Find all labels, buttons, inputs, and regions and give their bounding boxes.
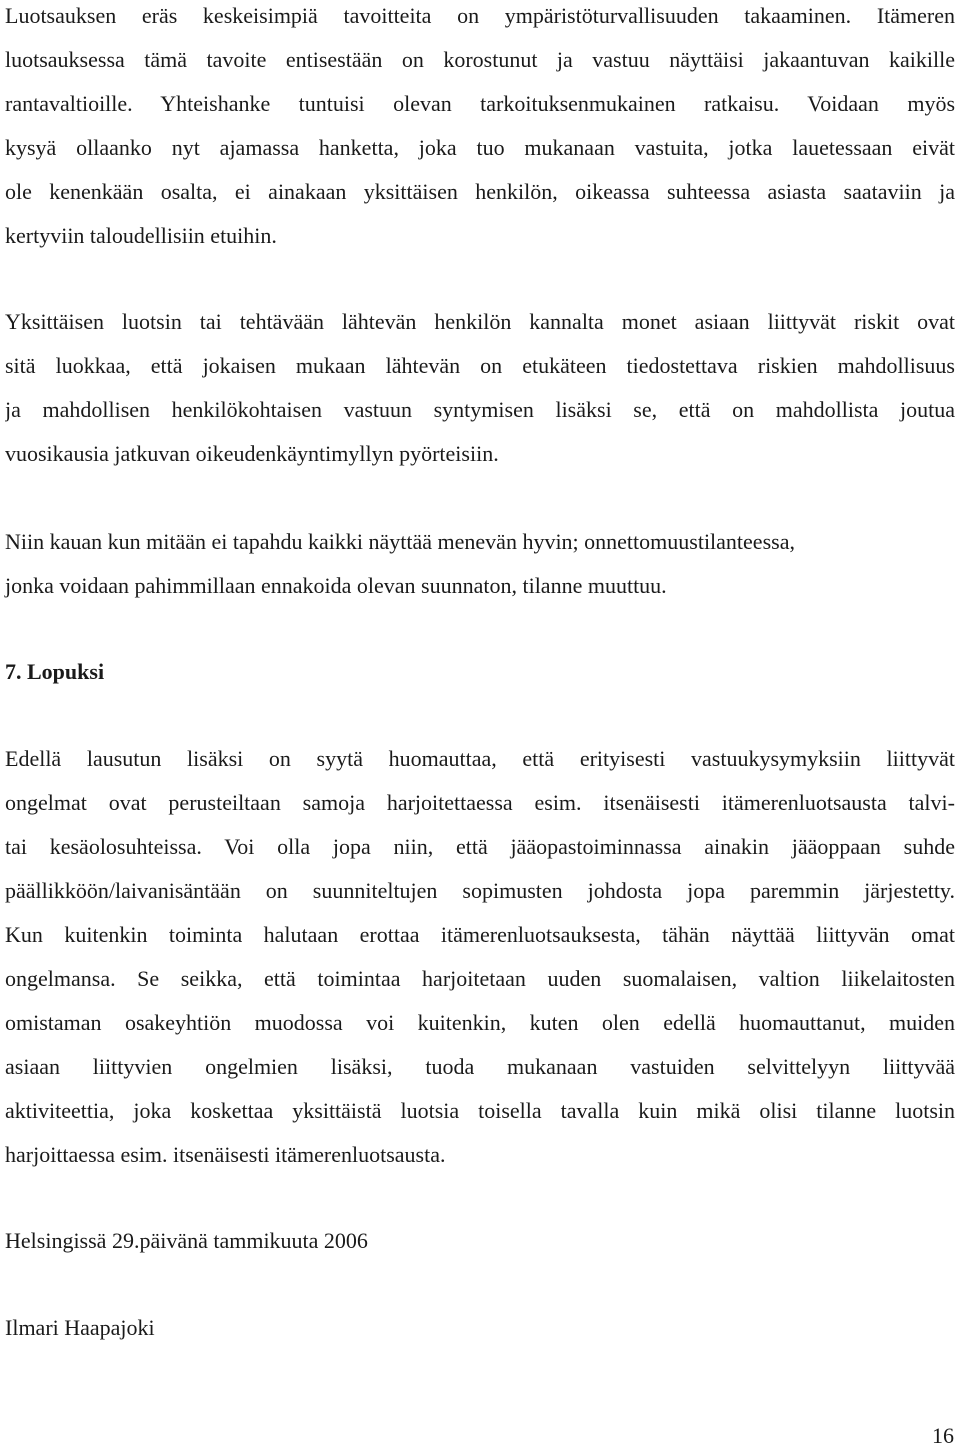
page-number: 16 bbox=[932, 1423, 954, 1448]
text-line: Kun kuitenkin toiminta halutaan erottaa itämerenluotsauksesta, tähän näyttää liittyvän omat bbox=[5, 922, 955, 947]
paragraph-environmental-safety bbox=[5, 1, 955, 265]
text-line: luotsauksessa tämä tavoite entisestään on korostunut ja vastuu näyttäisi jakaantuvan kaikille bbox=[5, 47, 955, 72]
text-line: harjoittaessa esim. itsenäisesti itämerenluotsausta. bbox=[5, 1142, 446, 1167]
paragraph-individual-risk bbox=[5, 307, 955, 483]
paragraph-accident-situation bbox=[5, 527, 955, 615]
place-date-container bbox=[5, 1226, 955, 1270]
text-line: asiaan liittyvien ongelmien lisäksi, tuoda mukanaan vastuiden selvittelyyn liittyvää bbox=[5, 1054, 955, 1079]
text-line: ole kenenkään osalta, ei ainakaan yksittäisen henkilön, oikeassa suhteessa asiasta saataviin ja bbox=[5, 179, 955, 204]
signature-container bbox=[5, 1313, 955, 1357]
text-line: ongelmansa. Se seikka, että toimintaa harjoitetaan uuden suomalaisen, valtion liikelaitosten bbox=[5, 966, 955, 991]
text-line: Yksittäisen luotsin tai tehtävään lähtevän henkilön kannalta monet asiaan liittyvät riskit ovat bbox=[5, 309, 955, 334]
text-line: rantavaltioille. Yhteishanke tuntuisi olevan tarkoituksenmukainen ratkaisu. Voidaan myös bbox=[5, 91, 955, 116]
signature-name: Ilmari Haapajoki bbox=[5, 1315, 155, 1340]
text-line: jonka voidaan pahimmillaan ennakoida olevan suunnaton, tilanne muuttuu. bbox=[5, 573, 667, 598]
text-line: kertyviin taloudellisiin etuihin. bbox=[5, 223, 277, 248]
paragraph-conclusion bbox=[5, 744, 955, 1184]
text-line: ongelmat ovat perusteiltaan samoja harjoitettaessa esim. itsenäisesti itämerenluotsausta talvi- bbox=[5, 790, 955, 815]
text-line: päällikköön/laivanisäntään on suunniteltujen sopimusten johdosta jopa paremmin järjestetty. bbox=[5, 878, 955, 903]
place-and-date: Helsingissä 29.päivänä tammikuuta 2006 bbox=[5, 1228, 368, 1253]
text-line: tai kesäolosuhteissa. Voi olla jopa niin, että jääopastoiminnassa ainakin jääoppaan suhde bbox=[5, 834, 955, 859]
text-line: kysyä ollaanko nyt ajamassa hanketta, joka tuo mukanaan vastuita, jotka lauetessaan eivät bbox=[5, 135, 955, 160]
text-line: Niin kauan kun mitään ei tapahdu kaikki näyttää menevän hyvin; onnettomuustilanteessa, bbox=[5, 529, 795, 554]
text-line: sitä luokkaa, että jokaisen mukaan lähtevän on etukäteen tiedostettava riskien mahdollisuus bbox=[5, 353, 955, 378]
text-line: aktiviteettia, joka koskettaa yksittäistä luotsia toisella tavalla kuin mikä olisi tilanne luotsin bbox=[5, 1098, 955, 1123]
text-line: Edellä lausutun lisäksi on syytä huomauttaa, että erityisesti vastuukysymyksiin liittyvät bbox=[5, 746, 955, 771]
section-heading: 7. Lopuksi bbox=[5, 659, 105, 684]
text-line: vuosikausia jatkuvan oikeudenkäyntimyllyn pyörteisiin. bbox=[5, 441, 499, 466]
text-line: ja mahdollisen henkilökohtaisen vastuun syntymisen lisäksi se, että on mahdollista joutua bbox=[5, 397, 955, 422]
text-line: omistaman osakeyhtiön muodossa voi kuitenkin, kuten olen edellä huomauttanut, muiden bbox=[5, 1010, 955, 1035]
text-line: Luotsauksen eräs keskeisimpiä tavoitteita on ympäristöturvallisuuden takaaminen. Itämeren bbox=[5, 3, 955, 28]
section-heading-container bbox=[5, 657, 955, 701]
